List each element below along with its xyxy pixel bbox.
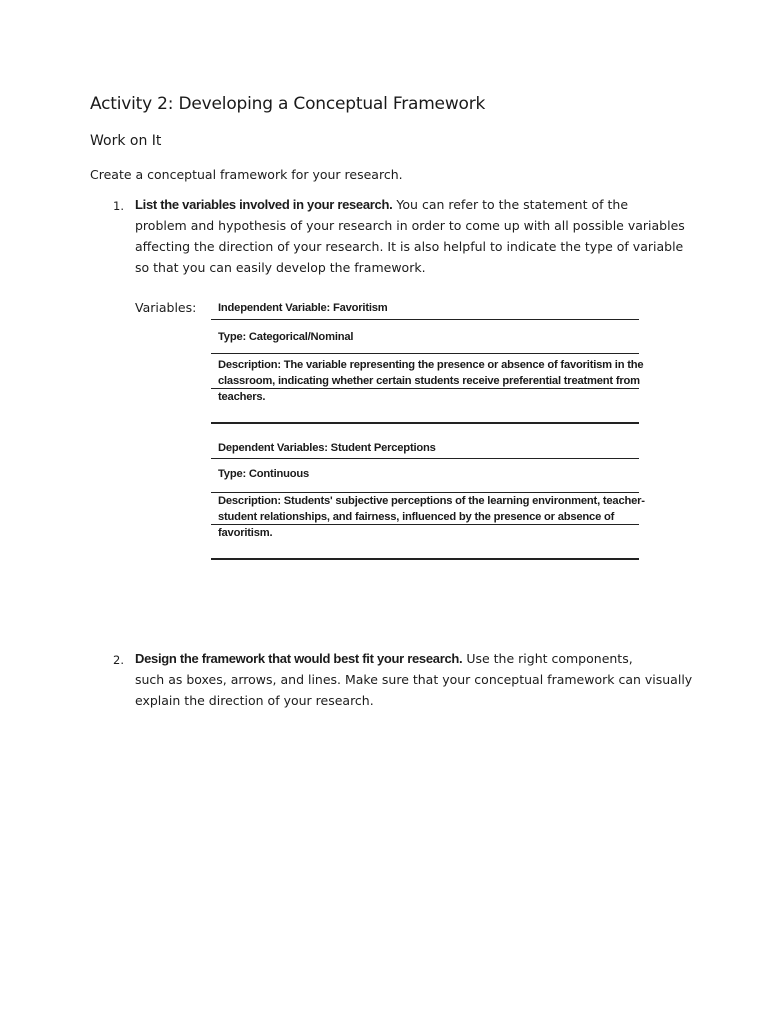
independent-variable-description-line-2: classroom, indicating whether certain students receive preferential treatment from [218,375,640,387]
independent-variable-description-line-3: teachers. [218,391,266,403]
table-rule [211,458,639,459]
list-item-1-line-4: so that you can easily develop the framework. [135,260,426,275]
section-heading: Work on It [90,133,162,149]
list-item-2 [135,648,695,711]
list-item-2-line-1: Design the framework that would best fit your research. Use the right components, [135,651,633,666]
list-item-1-line-3: affecting the direction of your research. It is also helpful to indicate the type of variable [135,239,684,254]
dependent-variable-description-line-3: favoritism. [218,527,273,539]
independent-variable-type: Type: Categorical/Nominal [218,331,354,343]
list-number-2: 2. [113,653,124,667]
dependent-variable-type: Type: Continuous [218,468,310,480]
list-number-1: 1. [113,199,124,213]
list-item-2-line-2: such as boxes, arrows, and lines. Make sure that your conceptual framework can visually [135,672,693,687]
table-rule [211,319,639,320]
table-rule [211,524,639,525]
variables-label: Variables: [135,300,197,315]
list-item-2-line-3: explain the direction of your research. [135,693,374,708]
table-rule [211,422,639,424]
dependent-variable-name: Dependent Variables: Student Perceptions [218,442,436,454]
list-item-1 [135,194,695,278]
list-item-2-lead: Design the framework that would best fit your research. [135,651,463,666]
table-rule [211,558,639,560]
list-item-1-line-2: problem and hypothesis of your research in order to come up with all possible variables [135,218,685,233]
independent-variable-name: Independent Variable: Favoritism [218,302,388,314]
independent-variable-description-line-1: Description: The variable representing the presence or absence of favoritism in the [218,359,644,371]
table-rule [211,388,639,389]
table-rule [211,353,639,354]
dependent-variable-description-line-1: Description: Students' subjective perceptions of the learning environment, teacher- [218,495,645,507]
intro-text: Create a conceptual framework for your research. [90,167,403,182]
dependent-variable-description-line-2: student relationships, and fairness, influenced by the presence or absence of [218,511,615,523]
list-item-1-line-1: List the variables involved in your research. You can refer to the statement of the [135,197,629,212]
activity-title: Activity 2: Developing a Conceptual Framework [90,94,486,114]
list-item-1-lead: List the variables involved in your research. [135,197,393,212]
